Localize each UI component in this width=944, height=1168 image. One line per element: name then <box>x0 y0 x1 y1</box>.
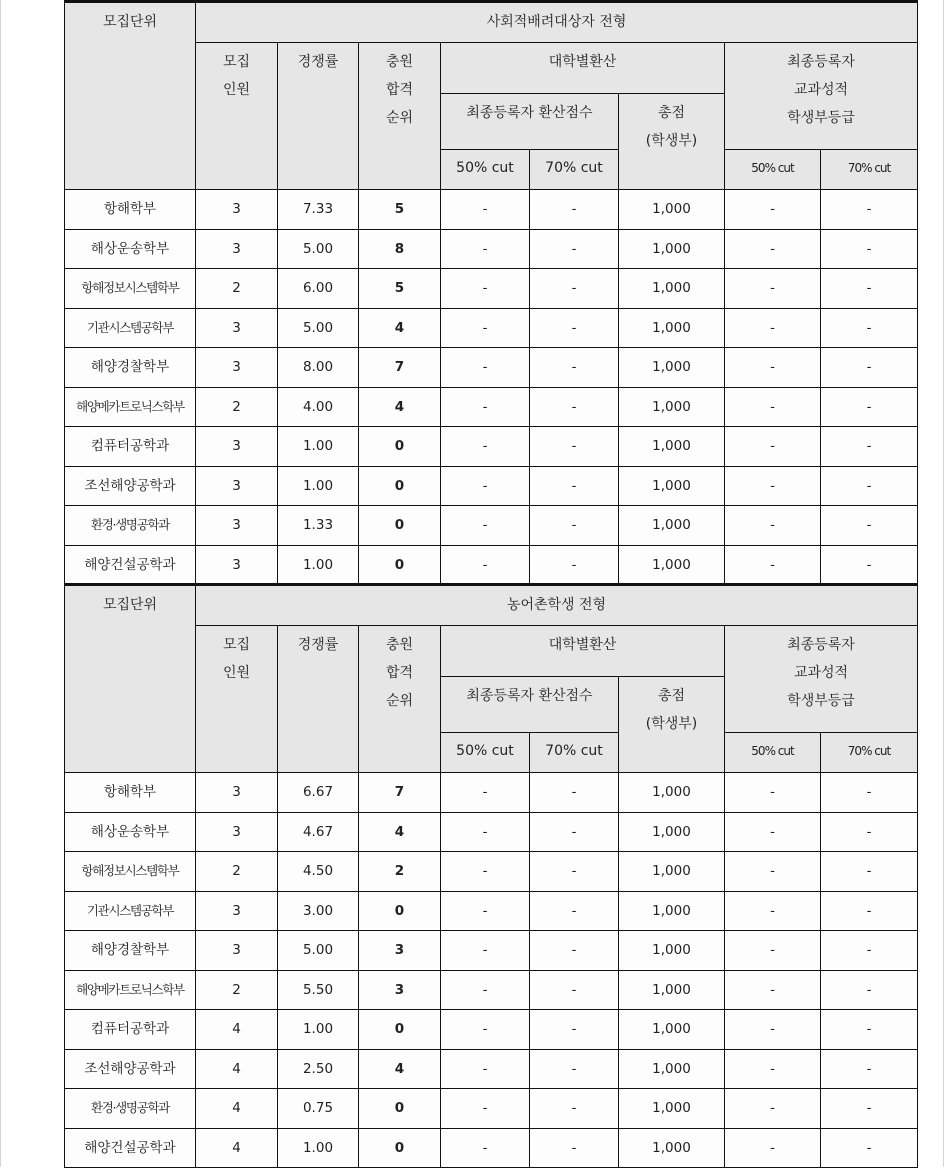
header-waitlist-line3: 순위 <box>385 110 414 126</box>
cell-total: 1,000 <box>619 229 725 269</box>
cell-recruit: 3 <box>196 545 278 585</box>
header-univ-conversion-label: 대학별환산 <box>548 54 617 70</box>
cell-conv-cut50: - <box>441 891 530 931</box>
cell-recruit: 3 <box>196 466 278 506</box>
header-grade-cut50 <box>725 150 821 190</box>
cell-competition: 7.33 <box>278 190 359 230</box>
cell-competition: 6.00 <box>278 269 359 309</box>
cell-unit: 해양경찰학부 <box>65 348 196 388</box>
cell-waitlist-rank: 8 <box>359 229 441 269</box>
header-total <box>619 677 725 773</box>
cell-grade-cut70: - <box>821 852 918 892</box>
cell-conv-cut50: - <box>441 970 530 1010</box>
cell-total: 1,000 <box>619 190 725 230</box>
cell-grade-cut70: - <box>821 348 918 388</box>
cell-total: 1,000 <box>619 348 725 388</box>
table-row <box>65 1128 918 1168</box>
header-grade-cut70 <box>821 150 918 190</box>
cell-grade-cut70: - <box>821 970 918 1010</box>
table-row <box>65 387 918 427</box>
cell-competition: 5.00 <box>278 229 359 269</box>
cell-waitlist-rank: 0 <box>359 1128 441 1168</box>
table-row <box>65 891 918 931</box>
cell-competition: 1.00 <box>278 1010 359 1050</box>
cell-conv-cut70: - <box>530 812 619 852</box>
header-grade-line3: 학생부등급 <box>787 693 855 709</box>
cell-waitlist-rank: 2 <box>359 852 441 892</box>
cell-recruit: 3 <box>196 506 278 546</box>
table-row <box>65 812 918 852</box>
cell-waitlist-rank: 0 <box>359 506 441 546</box>
cell-recruit: 4 <box>196 1010 278 1050</box>
cell-conv-cut70: - <box>530 931 619 971</box>
cell-conv-cut50: - <box>441 852 530 892</box>
admission-type-title <box>196 2 918 43</box>
cell-total: 1,000 <box>619 506 725 546</box>
cell-competition: 1.00 <box>278 427 359 467</box>
cell-conv-cut50: - <box>441 773 530 813</box>
header-total-line1: 총점 <box>657 105 686 121</box>
cell-grade-cut50: - <box>725 773 821 813</box>
table-row <box>65 506 918 546</box>
cell-conv-cut70: - <box>530 970 619 1010</box>
cell-total: 1,000 <box>619 308 725 348</box>
cell-recruit: 3 <box>196 891 278 931</box>
cell-grade-cut70: - <box>821 1010 918 1050</box>
header-waitlist <box>359 43 441 190</box>
header-grade-cut70-label: 70% cut <box>847 161 891 175</box>
header-grade-cut50-label: 50% cut <box>751 744 794 758</box>
header-waitlist-line2: 합격 <box>385 82 414 98</box>
cell-waitlist-rank: 4 <box>359 1049 441 1089</box>
cell-total: 1,000 <box>619 269 725 309</box>
table-row <box>65 466 918 506</box>
cell-grade-cut70: - <box>821 931 918 971</box>
cell-waitlist-rank: 3 <box>359 931 441 971</box>
header-grade-line1: 최종등록자 <box>787 637 855 653</box>
header-total-line1: 총점 <box>657 688 686 704</box>
header-waitlist <box>359 626 441 773</box>
header-recruit-line1: 모집 <box>222 54 251 70</box>
header-grade-cut70 <box>821 733 918 773</box>
cell-competition: 2.50 <box>278 1049 359 1089</box>
cell-unit: 기관시스템공학부 <box>65 891 196 931</box>
header-waitlist-line3: 순위 <box>385 693 414 709</box>
cell-unit: 해양건설공학과 <box>65 1128 196 1168</box>
cell-total: 1,000 <box>619 812 725 852</box>
cell-recruit: 2 <box>196 269 278 309</box>
cell-competition: 1.33 <box>278 506 359 546</box>
cell-grade-cut50: - <box>725 427 821 467</box>
header-waitlist-line1: 충원 <box>385 637 414 653</box>
cell-conv-cut50: - <box>441 1089 530 1129</box>
cell-recruit: 4 <box>196 1128 278 1168</box>
cell-waitlist-rank: 7 <box>359 773 441 813</box>
header-conv-cut70 <box>530 150 619 190</box>
header-conv-cut50-label: 50% cut <box>456 743 514 759</box>
cell-conv-cut50: - <box>441 506 530 546</box>
cell-recruit: 3 <box>196 190 278 230</box>
header-conv-cut50 <box>441 733 530 773</box>
cell-unit: 해양메카트로닉스학부 <box>65 387 196 427</box>
header-recruit-line2: 인원 <box>222 82 251 98</box>
header-competition-label: 경쟁률 <box>297 54 339 70</box>
table-row <box>65 1089 918 1129</box>
cell-conv-cut50: - <box>441 1010 530 1050</box>
cell-recruit: 3 <box>196 931 278 971</box>
header-waitlist-line1: 충원 <box>385 54 414 70</box>
table-row <box>65 308 918 348</box>
header-grade <box>725 43 918 150</box>
cell-total: 1,000 <box>619 891 725 931</box>
cell-grade-cut70: - <box>821 190 918 230</box>
cell-conv-cut70: - <box>530 308 619 348</box>
cell-recruit: 4 <box>196 1089 278 1129</box>
cell-waitlist-rank: 0 <box>359 891 441 931</box>
cell-waitlist-rank: 5 <box>359 269 441 309</box>
cell-unit: 항해정보시스템학부 <box>65 269 196 309</box>
header-final-conv-score-label: 최종등록자 환산점수 <box>466 688 593 704</box>
header-conv-cut70-label: 70% cut <box>545 160 603 176</box>
cell-unit: 기관시스템공학부 <box>65 308 196 348</box>
admission-results-table-1 <box>64 0 918 585</box>
header-conv-cut50-label: 50% cut <box>456 160 514 176</box>
header-competition-label: 경쟁률 <box>297 637 339 653</box>
cell-grade-cut50: - <box>725 931 821 971</box>
cell-grade-cut70: - <box>821 427 918 467</box>
admission-type-label: 사회적배려대상자 전형 <box>486 14 627 30</box>
cell-unit: 해상운송학부 <box>65 812 196 852</box>
cell-conv-cut50: - <box>441 269 530 309</box>
header-recruit <box>196 626 278 773</box>
cell-recruit: 4 <box>196 1049 278 1089</box>
cell-grade-cut70: - <box>821 812 918 852</box>
cell-conv-cut50: - <box>441 931 530 971</box>
cell-recruit: 3 <box>196 812 278 852</box>
cell-grade-cut70: - <box>821 1089 918 1129</box>
cell-conv-cut70: - <box>530 891 619 931</box>
cell-competition: 6.67 <box>278 773 359 813</box>
header-total-line2: (학생부) <box>645 716 698 732</box>
cell-grade-cut70: - <box>821 387 918 427</box>
cell-conv-cut70: - <box>530 190 619 230</box>
table-row <box>65 852 918 892</box>
cell-total: 1,000 <box>619 1049 725 1089</box>
cell-conv-cut70: - <box>530 852 619 892</box>
header-recruit-line2: 인원 <box>222 665 251 681</box>
header-unit-label: 모집단위 <box>102 14 158 30</box>
table-row <box>65 970 918 1010</box>
table-row <box>65 427 918 467</box>
cell-unit: 컴퓨터공학과 <box>65 1010 196 1050</box>
header-grade-line1: 최종등록자 <box>787 54 855 70</box>
cell-conv-cut70: - <box>530 387 619 427</box>
cell-waitlist-rank: 7 <box>359 348 441 388</box>
cell-total: 1,000 <box>619 1128 725 1168</box>
cell-competition: 4.00 <box>278 387 359 427</box>
cell-grade-cut50: - <box>725 506 821 546</box>
cell-conv-cut70: - <box>530 348 619 388</box>
cell-competition: 3.00 <box>278 891 359 931</box>
header-total <box>619 94 725 190</box>
header-total-line2: (학생부) <box>645 133 698 149</box>
cell-competition: 8.00 <box>278 348 359 388</box>
cell-grade-cut50: - <box>725 387 821 427</box>
cell-grade-cut50: - <box>725 269 821 309</box>
cell-grade-cut50: - <box>725 852 821 892</box>
cell-grade-cut70: - <box>821 229 918 269</box>
cell-unit: 환경·생명공학과 <box>65 506 196 546</box>
cell-recruit: 3 <box>196 308 278 348</box>
cell-conv-cut70: - <box>530 269 619 309</box>
cell-unit: 해양경찰학부 <box>65 931 196 971</box>
cell-recruit: 2 <box>196 387 278 427</box>
cell-unit: 해양메카트로닉스학부 <box>65 970 196 1010</box>
cell-waitlist-rank: 5 <box>359 190 441 230</box>
cell-conv-cut50: - <box>441 812 530 852</box>
header-grade-line3: 학생부등급 <box>787 110 855 126</box>
cell-conv-cut70: - <box>530 466 619 506</box>
header-grade-cut50-label: 50% cut <box>751 161 794 175</box>
header-conv-cut70-label: 70% cut <box>545 743 603 759</box>
header-grade-cut50 <box>725 733 821 773</box>
cell-total: 1,000 <box>619 427 725 467</box>
cell-grade-cut70: - <box>821 506 918 546</box>
header-grade-cut70-label: 70% cut <box>847 744 891 758</box>
cell-conv-cut70: - <box>530 1010 619 1050</box>
cell-conv-cut70: - <box>530 773 619 813</box>
cell-conv-cut70: - <box>530 1049 619 1089</box>
cell-waitlist-rank: 0 <box>359 545 441 585</box>
table-row <box>65 269 918 309</box>
cell-conv-cut50: - <box>441 308 530 348</box>
cell-competition: 5.00 <box>278 931 359 971</box>
cell-waitlist-rank: 0 <box>359 427 441 467</box>
header-competition <box>278 626 359 773</box>
cell-grade-cut50: - <box>725 1010 821 1050</box>
table-row <box>65 229 918 269</box>
cell-conv-cut50: - <box>441 229 530 269</box>
cell-grade-cut50: - <box>725 229 821 269</box>
table-row <box>65 348 918 388</box>
cell-recruit: 3 <box>196 229 278 269</box>
header-grade-line2: 교과성적 <box>793 82 849 98</box>
header-univ-conversion <box>441 43 725 94</box>
cell-grade-cut70: - <box>821 1128 918 1168</box>
cell-grade-cut70: - <box>821 269 918 309</box>
cell-waitlist-rank: 4 <box>359 812 441 852</box>
table-row <box>65 545 918 585</box>
admission-type-title <box>196 585 918 626</box>
header-recruit-line1: 모집 <box>222 637 251 653</box>
cell-grade-cut70: - <box>821 466 918 506</box>
cell-waitlist-rank: 0 <box>359 1089 441 1129</box>
header-unit-label: 모집단위 <box>102 597 158 613</box>
cell-competition: 0.75 <box>278 1089 359 1129</box>
cell-grade-cut70: - <box>821 773 918 813</box>
cell-grade-cut50: - <box>725 308 821 348</box>
cell-conv-cut50: - <box>441 190 530 230</box>
cell-grade-cut70: - <box>821 545 918 585</box>
cell-grade-cut50: - <box>725 190 821 230</box>
cell-competition: 4.50 <box>278 852 359 892</box>
cell-competition: 5.00 <box>278 308 359 348</box>
cell-conv-cut70: - <box>530 1128 619 1168</box>
cell-recruit: 3 <box>196 773 278 813</box>
cell-recruit: 2 <box>196 970 278 1010</box>
header-unit <box>65 2 196 190</box>
cell-grade-cut50: - <box>725 348 821 388</box>
cell-total: 1,000 <box>619 1010 725 1050</box>
cell-competition: 1.00 <box>278 466 359 506</box>
cell-conv-cut70: - <box>530 1089 619 1129</box>
table-row <box>65 931 918 971</box>
cell-grade-cut50: - <box>725 1049 821 1089</box>
table-row <box>65 190 918 230</box>
header-final-conv-score-label: 최종등록자 환산점수 <box>466 105 593 121</box>
cell-conv-cut50: - <box>441 466 530 506</box>
admission-type-label: 농어촌학생 전형 <box>506 597 607 613</box>
cell-competition: 1.00 <box>278 545 359 585</box>
header-recruit <box>196 43 278 190</box>
cell-unit: 컴퓨터공학과 <box>65 427 196 467</box>
header-univ-conversion-label: 대학별환산 <box>548 637 617 653</box>
cell-conv-cut70: - <box>530 229 619 269</box>
cell-grade-cut50: - <box>725 812 821 852</box>
cell-total: 1,000 <box>619 970 725 1010</box>
cell-waitlist-rank: 0 <box>359 1010 441 1050</box>
cell-grade-cut50: - <box>725 970 821 1010</box>
table-row <box>65 1010 918 1050</box>
cell-conv-cut70: - <box>530 545 619 585</box>
table-row <box>65 1049 918 1089</box>
cell-unit: 항해학부 <box>65 190 196 230</box>
cell-total: 1,000 <box>619 1089 725 1129</box>
header-conv-cut50 <box>441 150 530 190</box>
cell-total: 1,000 <box>619 545 725 585</box>
header-univ-conversion <box>441 626 725 677</box>
cell-conv-cut50: - <box>441 1128 530 1168</box>
admission-results-table-2 <box>64 583 918 1168</box>
cell-unit: 환경·생명공학과 <box>65 1089 196 1129</box>
cell-total: 1,000 <box>619 387 725 427</box>
cell-unit: 조선해양공학과 <box>65 1049 196 1089</box>
header-grade <box>725 626 918 733</box>
cell-conv-cut50: - <box>441 1049 530 1089</box>
header-competition <box>278 43 359 190</box>
cell-conv-cut50: - <box>441 427 530 467</box>
left-edge-line <box>0 0 1 1167</box>
cell-grade-cut50: - <box>725 891 821 931</box>
cell-grade-cut50: - <box>725 1128 821 1168</box>
cell-total: 1,000 <box>619 852 725 892</box>
cell-conv-cut50: - <box>441 545 530 585</box>
cell-competition: 5.50 <box>278 970 359 1010</box>
cell-recruit: 3 <box>196 348 278 388</box>
cell-competition: 4.67 <box>278 812 359 852</box>
cell-unit: 해양건설공학과 <box>65 545 196 585</box>
cell-conv-cut50: - <box>441 348 530 388</box>
cell-grade-cut70: - <box>821 891 918 931</box>
header-final-conv-score <box>441 94 619 150</box>
cell-grade-cut50: - <box>725 466 821 506</box>
cell-waitlist-rank: 0 <box>359 466 441 506</box>
cell-unit: 항해정보시스템학부 <box>65 852 196 892</box>
cell-grade-cut70: - <box>821 1049 918 1089</box>
cell-waitlist-rank: 3 <box>359 970 441 1010</box>
cell-total: 1,000 <box>619 466 725 506</box>
cell-total: 1,000 <box>619 773 725 813</box>
cell-unit: 항해학부 <box>65 773 196 813</box>
cell-conv-cut70: - <box>530 506 619 546</box>
header-waitlist-line2: 합격 <box>385 665 414 681</box>
cell-unit: 조선해양공학과 <box>65 466 196 506</box>
cell-competition: 1.00 <box>278 1128 359 1168</box>
cell-waitlist-rank: 4 <box>359 387 441 427</box>
header-final-conv-score <box>441 677 619 733</box>
cell-grade-cut50: - <box>725 1089 821 1129</box>
cell-recruit: 2 <box>196 852 278 892</box>
header-grade-line2: 교과성적 <box>793 665 849 681</box>
cell-unit: 해상운송학부 <box>65 229 196 269</box>
cell-grade-cut70: - <box>821 308 918 348</box>
cell-waitlist-rank: 4 <box>359 308 441 348</box>
cell-grade-cut50: - <box>725 545 821 585</box>
cell-total: 1,000 <box>619 931 725 971</box>
cell-conv-cut50: - <box>441 387 530 427</box>
table-row <box>65 773 918 813</box>
cell-conv-cut70: - <box>530 427 619 467</box>
cell-recruit: 3 <box>196 427 278 467</box>
header-conv-cut70 <box>530 733 619 773</box>
header-unit <box>65 585 196 773</box>
